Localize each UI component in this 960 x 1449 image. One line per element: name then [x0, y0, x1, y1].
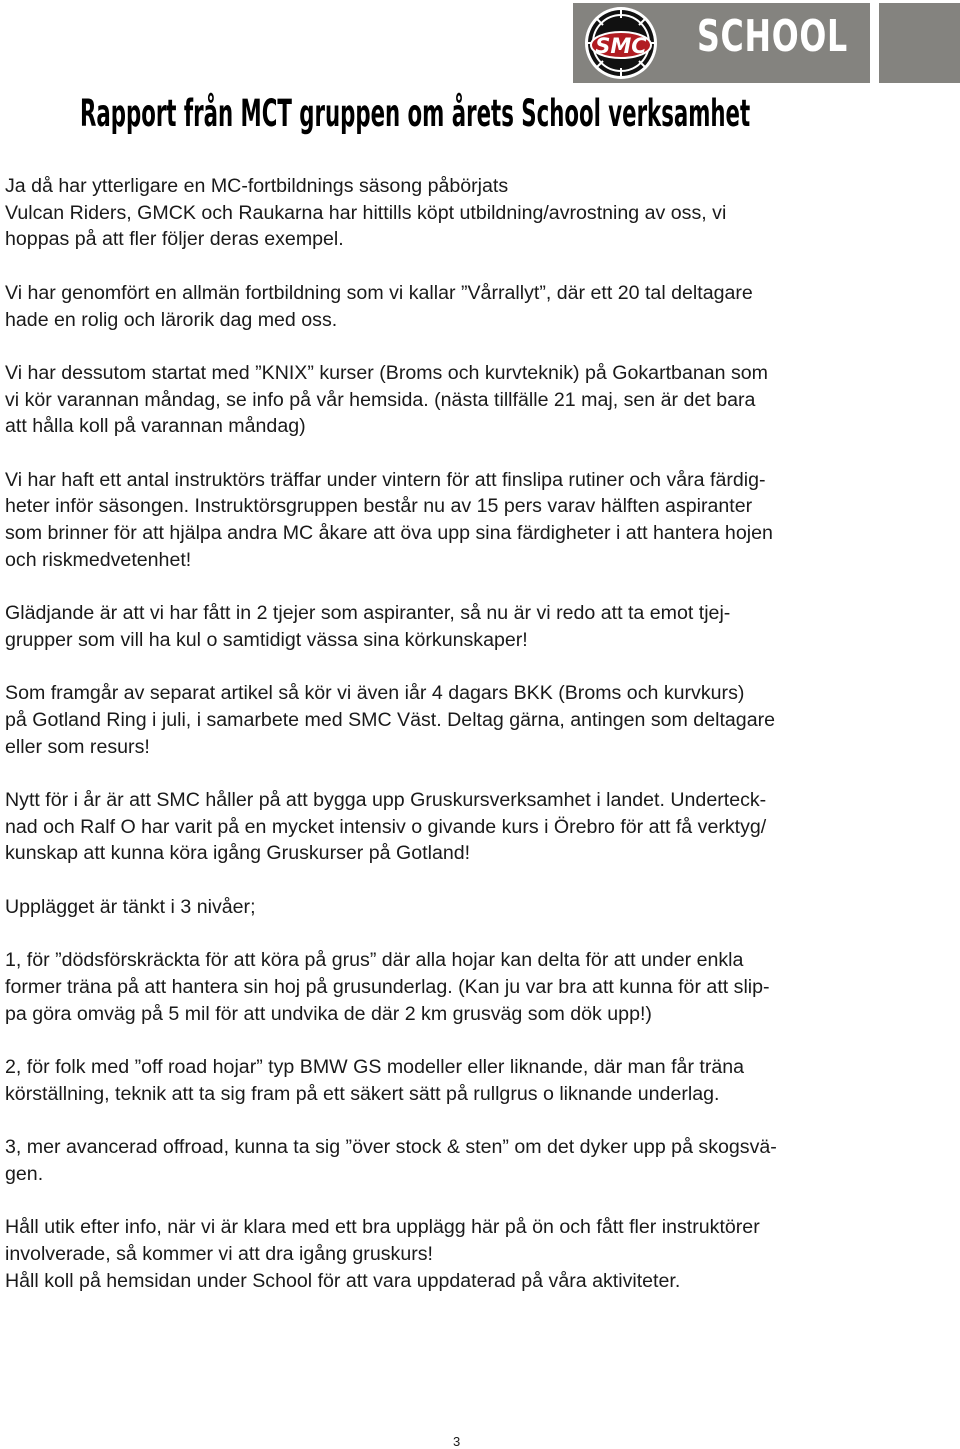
text-line: på Gotland Ring i juli, i samarbete med SMC Väst. Deltag gärna, antingen som deltagare — [5, 708, 776, 731]
paragraph — [5, 600, 915, 653]
paragraph — [5, 1054, 915, 1107]
text-line: Vulcan Riders, GMCK och Raukarna har hittills köpt utbildning/avrostning av oss, vi — [5, 201, 727, 224]
paragraph-gap — [5, 1107, 915, 1134]
text-line: nad och Ralf O har varit på en mycket intensiv o givande kurs i Örebro för att få verktyg/ — [5, 815, 767, 838]
paragraph — [5, 280, 915, 333]
text-line: grupper som vill ha kul o samtidigt vässa sina körkunskaper! — [5, 628, 528, 651]
paragraph — [5, 947, 915, 1027]
paragraph — [5, 360, 915, 440]
smc-logo-icon — [583, 5, 659, 81]
logo-text: SMC — [595, 34, 647, 58]
paragraph — [5, 787, 915, 867]
paragraph-gap — [5, 921, 915, 948]
banner-corner-block — [879, 3, 960, 83]
text-line: kunskap att kunna köra igång Gruskurser på Gotland! — [5, 842, 471, 865]
text-line: Håll utik efter info, när vi är klara med ett bra upplägg här på ön och fått fler instruktörer — [5, 1216, 760, 1239]
paragraph — [5, 173, 915, 253]
paragraph-gap — [5, 333, 915, 360]
text-line: Håll koll på hemsidan under School för att vara uppdaterad på våra aktiviteter. — [5, 1269, 681, 1292]
text-line: gen. — [5, 1162, 44, 1185]
text-line: som brinner för att hjälpa andra MC åkare att öva upp sina färdigheter i att hantera hojen — [5, 522, 773, 545]
text-line: Som framgår av separat artikel så kör vi även iår 4 dagars BKK (Broms och kurvkurs) — [5, 682, 745, 705]
text-line: Vi har dessutom startat med ”KNIX” kurser (Broms och kurvteknik) på Gokartbanan som — [5, 361, 768, 384]
text-line: Ja då har ytterligare en MC-fortbildnings säsong påbörjats — [5, 175, 509, 197]
text-line: hade en rolig och lärorik dag med oss. — [5, 308, 338, 331]
text-line: Upplägget är tänkt i 3 nivåer; — [5, 895, 256, 918]
text-line: pa göra omväg på 5 mil för att undvika de där 2 km grusväg som dök upp!) — [5, 1002, 652, 1025]
paragraph-gap — [5, 867, 915, 894]
text-line: 2, för folk med ”off road hojar” typ BMW GS modeller eller liknande, där man får träna — [5, 1056, 745, 1079]
school-banner — [573, 3, 870, 83]
paragraph-gap — [5, 654, 915, 681]
text-line: Vi har haft ett antal instruktörs träffar under vintern för att finslipa rutiner och våra färdig- — [5, 468, 766, 491]
paragraph-gap — [5, 1027, 915, 1054]
paragraph-gap — [5, 574, 915, 601]
text-line: hoppas på att fler följer deras exempel. — [5, 228, 344, 251]
text-line: att hålla koll på varannan måndag) — [5, 415, 306, 438]
text-line: körställning, teknik att ta sig fram på ett säkert sätt på rullgrus o liknande underlag. — [5, 1082, 720, 1105]
text-line: Glädjande är att vi har fått in 2 tjejer som aspiranter, så nu är vi redo att ta emot tjej- — [5, 602, 731, 625]
paragraph — [5, 894, 915, 921]
paragraph-gap — [5, 760, 915, 787]
text-line: Vi har genomfört en allmän fortbildning som vi kallar ”Vårrallyt”, där ett 20 tal deltagare — [5, 281, 753, 304]
paragraph — [5, 1134, 915, 1187]
paragraph-gap — [5, 1188, 915, 1215]
paragraph — [5, 1214, 915, 1294]
text-line: former träna på att hantera sin hoj på grusunderlag. (Kan ju var bra att kunna för att slip- — [5, 975, 770, 998]
text-line: involverade, så kommer vi att dra igång gruskurs! — [5, 1242, 433, 1265]
paragraph-gap — [5, 440, 915, 467]
page-number: 3 — [453, 1434, 461, 1449]
text-line: 1, för ”dödsförskräckta för att köra på grus” där alla hojar kan delta för att under enkla — [5, 949, 744, 972]
text-line: Nytt för i år är att SMC håller på att bygga upp Gruskursverksamhet i landet. Underteck- — [5, 789, 767, 812]
banner-school-word: SCHOOL — [697, 11, 848, 62]
text-line: och riskmedvetenhet! — [5, 548, 192, 571]
text-line: 3, mer avancerad offroad, kunna ta sig ”över stock & sten” om det dyker upp på skogsvä- — [5, 1136, 777, 1159]
text-line: eller som resurs! — [5, 735, 150, 758]
article-body — [5, 173, 915, 1294]
paragraph-gap — [5, 253, 915, 280]
text-line: heter inför säsongen. Instruktörsgruppen består nu av 15 pers varav hälften aspiranter — [5, 495, 753, 518]
paragraph — [5, 680, 915, 760]
text-line: vi kör varannan måndag, se info på vår hemsida. (nästa tillfälle 21 maj, sen är det bara — [5, 388, 756, 411]
paragraph — [5, 467, 915, 574]
page-title: Rapport från MCT gruppen om årets School verksamhet — [80, 92, 751, 135]
